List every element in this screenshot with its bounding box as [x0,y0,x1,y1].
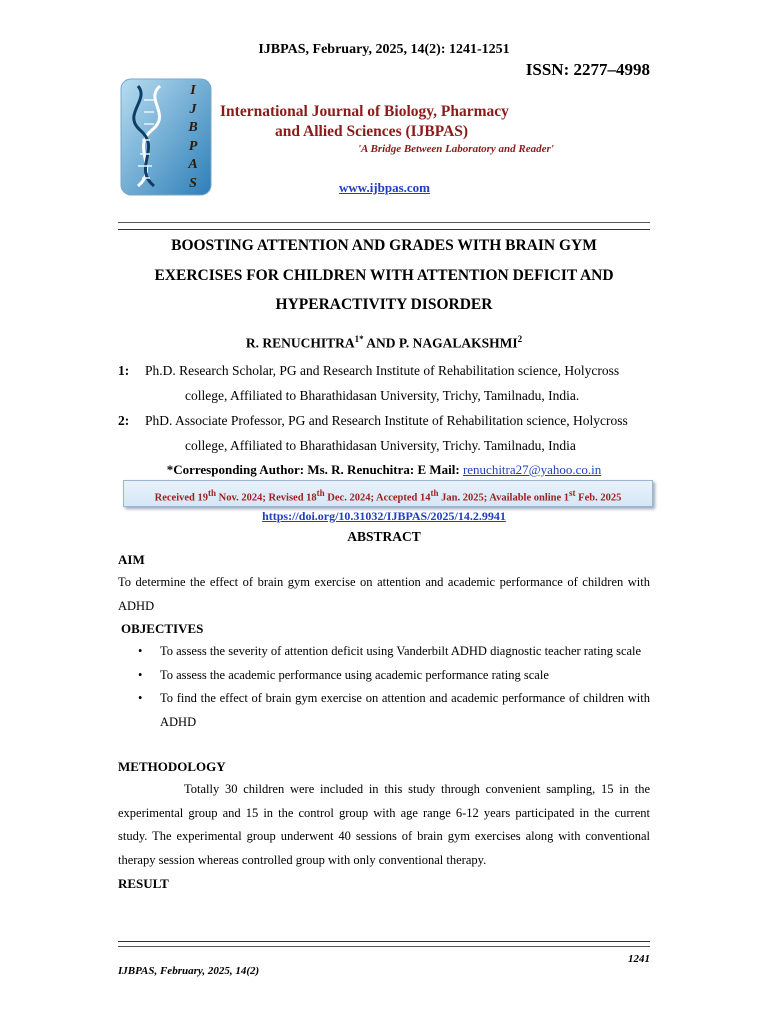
journal-logo [120,78,212,196]
article-title [118,231,650,320]
affiliation-number: 2: [118,413,130,428]
date-text: Feb. 2025 [575,492,622,504]
email-link[interactable]: renuchitra27@yahoo.co.in [462,462,602,477]
logo-letters [178,82,208,193]
issn: ISSN: 2277–4998 [525,60,650,79]
journal-name-line2: and Allied Sciences (IJBPAS) [275,123,469,140]
corresponding-author [0,462,768,478]
aim-heading: AIM [118,552,145,567]
title-line: HYPERACTIVITY DISORDER [275,296,493,313]
author-conjunction: AND [363,335,399,351]
footer-rule-top [118,941,650,942]
header-rule-top [118,222,650,223]
date-sup: th [430,488,439,498]
objective-item: • To assess the academic performance using academic performance rating scale [118,664,650,688]
affiliation-text: PhD. Associate Professor, PG and Research Institute of Rehabilitation science, Holycross [145,413,628,428]
methodology-heading: METHODOLOGY [118,759,226,774]
logo-letter: S [189,175,197,191]
affiliation-number: 1: [118,363,130,378]
objectives-heading: OBJECTIVES [121,621,204,636]
date-sup: th [316,488,325,498]
affiliation-text: college, Affiliated to Bharathidasan University, Trichy, Tamilnadu, India. [185,388,580,403]
doi [0,509,768,524]
author-name: R. RENUCHITRA [245,335,355,351]
date-text: Nov. 2024; Revised 18 [216,492,317,504]
doi-link[interactable]: https://doi.org/10.31032/IJBPAS/2025/14.2.9941 [262,509,506,523]
date-sup: st [569,488,576,498]
objective-item: • To find the effect of brain gym exercise on attention and academic performance of children with ADHD [118,687,650,734]
logo-letter: B [188,120,198,135]
title-line: EXERCISES FOR CHILDREN WITH ATTENTION DEFICIT AND [154,266,614,284]
logo-letter: A [188,157,198,172]
author-name: P. NAGALAKSHMI [398,335,518,351]
author-affil-sup: 1* [354,334,364,344]
journal-name-line1: International Journal of Biology, Pharmacy [220,103,509,120]
running-head: IJBPAS, February, 2025, 14(2): 1241-1251 [258,42,510,57]
title-line: BOOSTING ATTENTION AND GRADES WITH BRAIN GYM [171,237,597,254]
author-affil-sup: 2 [517,334,523,344]
footer-journal-issue: IJBPAS, February, 2025, 14(2) [118,965,260,977]
date-sup: th [208,488,217,498]
objective-item: • To assess the severity of attention deficit using Vanderbilt ADHD diagnostic teacher rating scale [118,640,650,664]
dates-banner [123,480,653,507]
affiliation-text: Ph.D. Research Scholar, PG and Research Institute of Rehabilitation science, Holycross [145,363,620,378]
aim-text: To determine the effect of brain gym exercise on attention and academic performance of children with ADHD [118,575,650,613]
date-text: Received 19 [154,492,209,504]
abstract-heading: ABSTRACT [347,529,421,544]
logo-letter: P [188,138,198,154]
methodology-text: Totally 30 children were included in this study through convenient sampling, 15 in the experimental group and 15 in the control group with age range 6-12 years participated in the current study. The experimental group underwent 40 sessions of brain gym exercises along with conventional therapy session whereas controlled group with only conventional therapy. [118,782,650,867]
logo-letter: I [190,83,196,98]
objectives-list [118,640,650,734]
journal-website-link[interactable]: www.ijbpas.com [339,180,431,195]
date-text: Jan. 2025; Available online 1 [438,492,570,504]
author-list [0,334,768,352]
logo-letter: J [189,101,197,117]
result-heading: RESULT [118,876,169,891]
header-rule-bottom [118,229,650,230]
footer-rule-bottom [118,946,650,947]
page-number: 1241 [628,953,650,965]
journal-tagline: 'A Bridge Between Laboratory and Reader' [358,143,554,155]
affiliation-text: college, Affiliated to Bharathidasan University, Trichy. Tamilnadu, India [185,438,576,453]
corresponding-label: *Corresponding Author: Ms. R. Renuchitra: E Mail: [166,462,463,477]
date-text: Dec. 2024; Accepted 14 [324,492,431,504]
